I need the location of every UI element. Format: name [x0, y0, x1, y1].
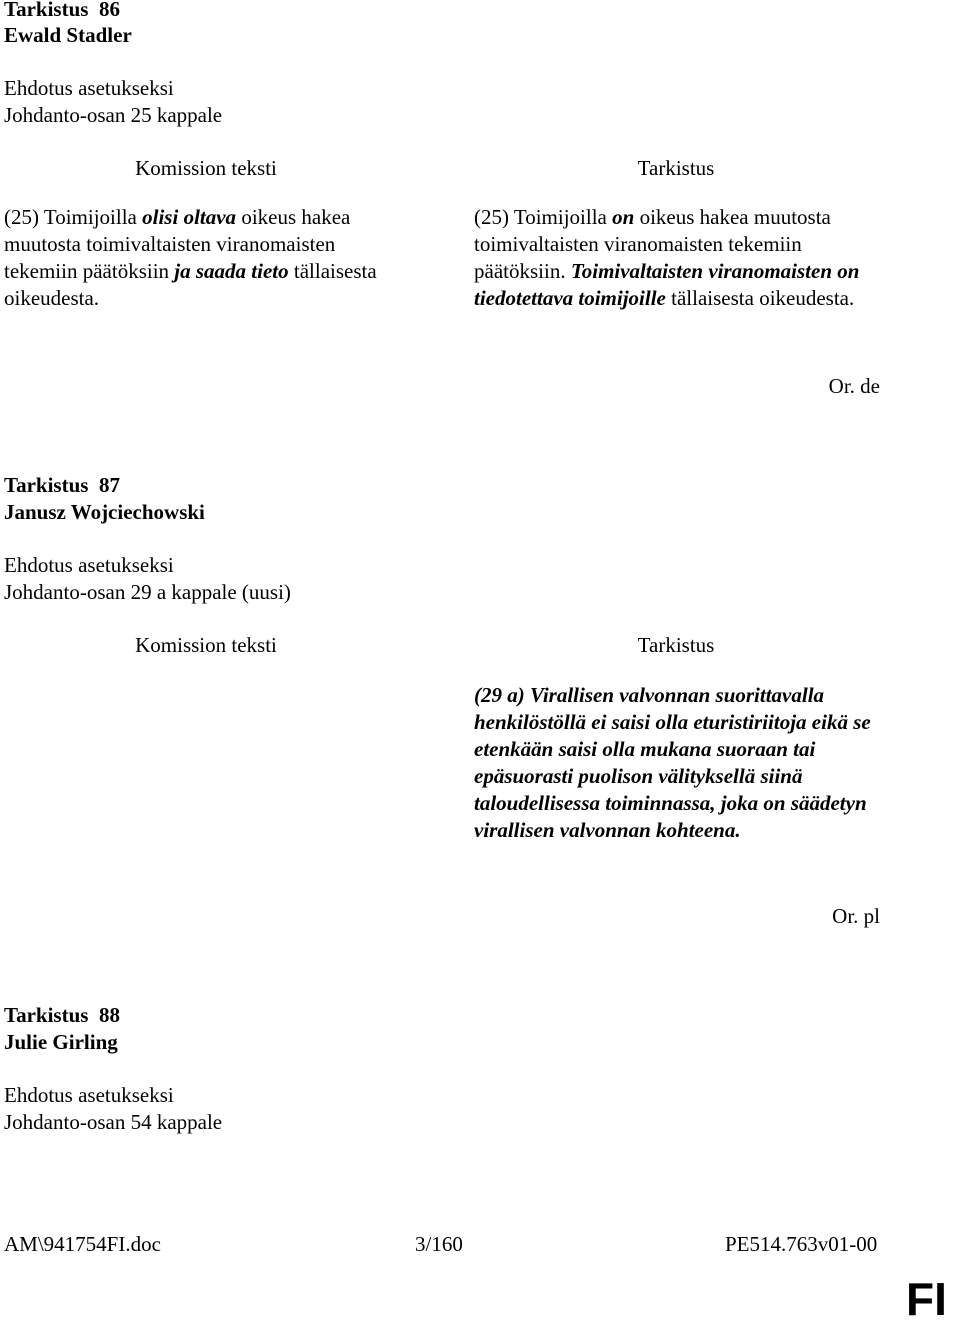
- amendment-text-body: (29 a) Virallisen valvonnan suorittavalla henkilöstöllä ei saisi olla eturistiriitoja eikä se etenkään saisi olla mukana suoraan tai epäsuorasti puolison välityksellä siinä taloudellisessa toiminnassa, joka on säädetyn virallisen valvonnan kohteena.: [474, 683, 871, 842]
- amendment-title: Tarkistus: [4, 1003, 89, 1027]
- footer-page-number: 3/160: [415, 1232, 463, 1256]
- amendment-text-body: (25) Toimijoilla on oikeus hakea muutosta toimivaltaisten viranomaisten tekemiin päätöksiin. Toimivaltaisten viranomaisten on tiedotettava toimijoille tällaisesta oikeudesta.: [474, 205, 860, 310]
- amendment-author: Janusz Wojciechowski: [4, 500, 205, 524]
- amendment-title: Tarkistus: [4, 0, 89, 21]
- amendment-location: Johdanto-osan 25 kappale: [4, 103, 223, 127]
- language-mark: FI: [906, 1273, 947, 1325]
- original-language: Or. de: [828, 374, 880, 398]
- amendment-text-heading: Tarkistus: [637, 156, 715, 180]
- amendment-88-heading: [4, 1002, 120, 1029]
- amendment-87-heading: [4, 472, 120, 499]
- original-language: Or. pl: [832, 904, 880, 928]
- amendment-author: Ewald Stadler: [4, 23, 132, 47]
- proposal-type: Ehdotus asetukseksi: [4, 553, 174, 577]
- amendment-location: Johdanto-osan 29 a kappale (uusi): [4, 580, 291, 604]
- amendment-number: 86: [98, 0, 120, 21]
- footer-pe-ref: PE514.763v01-00: [725, 1232, 878, 1256]
- amendment-number: 88: [98, 1003, 120, 1027]
- proposal-type: Ehdotus asetukseksi: [4, 1083, 174, 1107]
- amendment-number: 87: [98, 473, 120, 497]
- commission-text-heading: Komission teksti: [135, 156, 277, 180]
- amendment-title: Tarkistus: [4, 473, 89, 497]
- amendment-author: Julie Girling: [4, 1030, 118, 1054]
- proposal-type: Ehdotus asetukseksi: [4, 76, 174, 100]
- amendment-86-heading: [4, 0, 120, 23]
- footer-doc-ref: AM\941754FI.doc: [4, 1232, 161, 1256]
- commission-text-body: (25) Toimijoilla olisi oltava oikeus hakea muutosta toimivaltaisten viranomaisten tekemiin päätöksiin ja saada tieto tällaisesta oikeudesta.: [4, 205, 377, 310]
- amendment-text-heading: Tarkistus: [637, 633, 715, 657]
- commission-text-heading: Komission teksti: [135, 633, 277, 657]
- amendment-location: Johdanto-osan 54 kappale: [4, 1110, 223, 1134]
